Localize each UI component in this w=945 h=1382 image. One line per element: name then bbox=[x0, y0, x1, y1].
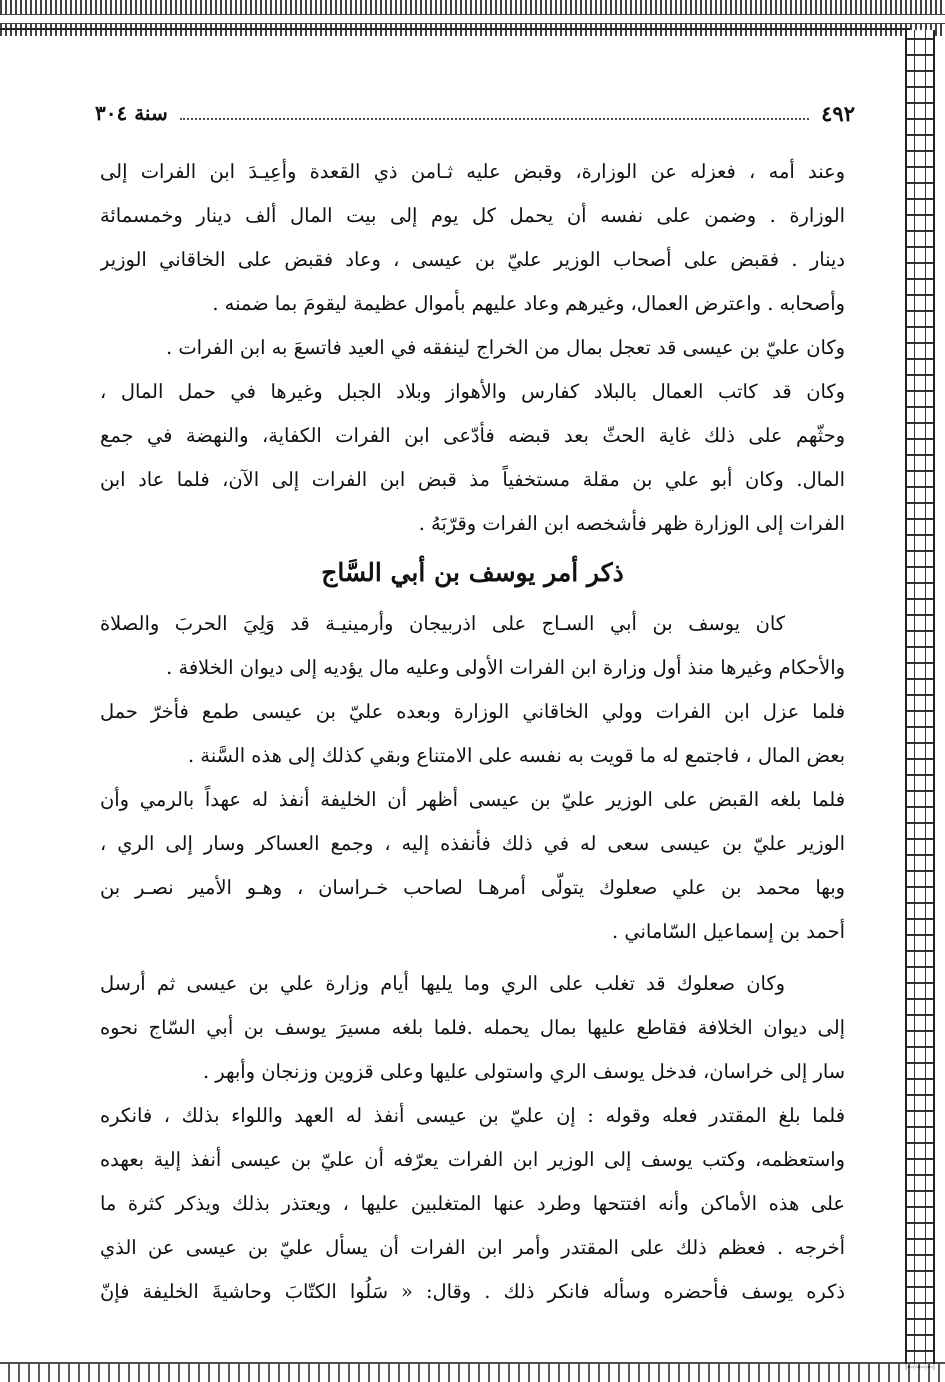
text-line: الوزير عليّ بن عيسى سعى له في ذلك فأنفذه إليه ، وجمع العساكر وسار إلى الري ، bbox=[100, 832, 845, 855]
page-header bbox=[95, 96, 855, 130]
section-heading: ذكر أمر يوسف بن أبي السَّاج bbox=[321, 558, 624, 587]
paragraph-block-1 bbox=[100, 150, 845, 546]
text-line: أحمد بن إسماعيل السّاماني . bbox=[612, 920, 845, 943]
text-line: إلى ديوان الخلافة فقاطع عليها بمال يحمله .فلما بلغه مسيرَ يوسف بن أبي السّاج نحوه bbox=[100, 1016, 845, 1039]
text-line: فلما عزل ابن الفرات وولي الخاقاني الوزارة وبعده عليّ بن عيسى طمع فأخرّ حمل bbox=[100, 700, 845, 723]
text-line: سار إلى خراسان، فدخل يوسف الري واستولى عليها وعلى قزوين وزنجان وأبهر . bbox=[202, 1060, 845, 1083]
text-line: دينار . فقبض على أصحاب الوزير عليّ بن عيسى ، وعاد فقبض على الخاقاني الوزير bbox=[100, 248, 845, 271]
text-line: وحثّهم على ذلك غاية الحثّ بعد قبضه فأدّعى ابن الفرات الكفاية، والنهضة في جمع bbox=[100, 424, 845, 447]
text-line: وعند أمه ، فعزله عن الوزارة، وقبض عليه ثـامن ذي القعدة وأعِيـدَ ابن الفرات إلى bbox=[100, 160, 845, 183]
text-line: ذكره يوسف فأحضره وسأله فانكر ذلك . وقال: « سَلُوا الكتّابَ وحاشيةَ الخليفة فإنّ bbox=[100, 1280, 845, 1303]
text-line: الوزارة . وضمن على نفسه أن يحمل كل يوم إلى بيت المال ألف دينار وخمسمائة bbox=[100, 204, 845, 227]
text-line: والأحكام وغيرها منذ أول وزارة ابن الفرات الأولى وعليه مال يؤديه إلى ديوان الخلافة . bbox=[166, 656, 845, 679]
header-dotted-leader bbox=[180, 118, 809, 120]
text-line: وكان قد كاتب العمال بالبلاد كفارس والأهواز وبلاد الجبل وغيرها في حمل المال ، bbox=[100, 380, 845, 403]
text-line: وكان عليّ بن عيسى قد تعجل بمال من الخراج لينفقه في العيد فاتسعَ به ابن الفرات . bbox=[166, 336, 845, 359]
text-line: على هذه الأماكن وأنه افتتحها وطرد عنها المتغلبين عليها ، ويعتذر بذلك ويذكر كثرة ما bbox=[100, 1192, 845, 1215]
text-line: المال. وكان أبو علي بن مقلة مستخفياً مذ قبض ابن الفرات إلى الآن، فلما عاد ابن bbox=[100, 468, 845, 491]
text-line: فلما بلغه القبض على الوزير عليّ بن عيسى أظهر أن الخليفة أنفذ له عهداً بالرمي وأن bbox=[100, 788, 845, 811]
text-line: وبها محمد بن علي صعلوك يتولّى أمرهـا لصاحب خـراسان ، وهـو الأمير نصـر بن bbox=[100, 876, 845, 899]
text-line: فلما بلغ المقتدر فعله وقوله : إن عليّ بن عيسى أنفذ له العهد واللواء بذلك ، فانكره bbox=[100, 1104, 845, 1127]
bottom-border-ornament bbox=[0, 1362, 945, 1382]
text-line: واستعظمه، وكتب يوسف إلى الوزير ابن الفرات يعرّفه أن عليّ بن عيسى أنفذ إلية بعهده bbox=[100, 1148, 845, 1171]
top-border-ornament bbox=[0, 0, 945, 36]
text-line: بعض المال ، فاجتمع له ما قويت به نفسه على الامتناع وبقي كذلك إلى هذه السَّنة . bbox=[187, 744, 845, 767]
paragraph-block-2 bbox=[100, 602, 845, 954]
text-line: كان يوسف بن أبي السـاج على اذربيجان وأرمينيـة قد وَلِيَ الحربَ والصلاة bbox=[100, 612, 785, 635]
text-line: الفرات إلى الوزارة ظهر فأشخصه ابن الفرات وقرّبَهُ . bbox=[418, 512, 845, 535]
text-line: وكان صعلوك قد تغلب على الري وما يليها أيام وزارة علي بن عيسى ثم أرسل bbox=[100, 972, 785, 995]
text-line: وأصحابه . واعترض العمال، وغيرهم وعاد عليهم بأموال عظيمة ليقومَ بما ضمنه . bbox=[212, 292, 845, 315]
top-border-line bbox=[0, 28, 910, 30]
text-line: أخرجه . فعظم ذلك على المقتدر وأمر ابن الفرات أن يسأل عليّ بن عيسى عن الذي bbox=[100, 1236, 845, 1259]
page-number: ٤٩٢ bbox=[821, 100, 855, 126]
running-year-label: سنة ٣٠٤ bbox=[95, 101, 168, 125]
right-border-ornament bbox=[905, 30, 935, 1370]
paragraph-block-3 bbox=[100, 962, 845, 1314]
